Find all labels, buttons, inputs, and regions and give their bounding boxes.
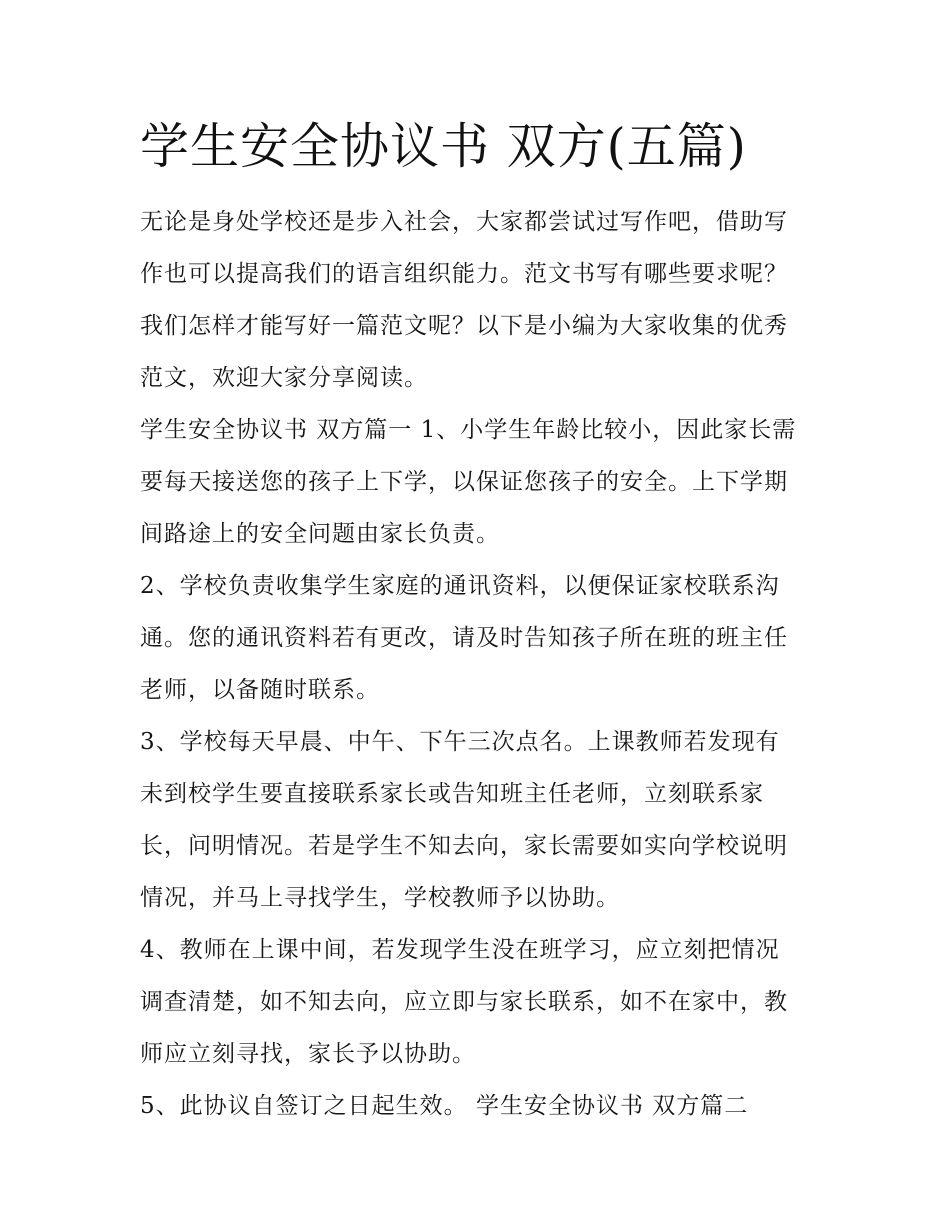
text-line: 间路途上的安全问题由家长负责。 bbox=[140, 521, 500, 547]
text-line: 长，问明情况。若是学生不知去向，家长需要如实向学校说明 bbox=[140, 833, 788, 859]
text-line: 范文，欢迎大家分享阅读。 bbox=[140, 365, 428, 391]
text-line: 要每天接送您的孩子上下学，以保证您孩子的安全。上下学期 bbox=[140, 469, 788, 495]
text-line: 通。您的通讯资料若有更改，请及时告知孩子所在班的班主任 bbox=[140, 625, 788, 651]
text-line: 我们怎样才能写好一篇范文呢？以下是小编为大家收集的优秀 bbox=[140, 313, 788, 339]
text-line: 无论是身处学校还是步入社会，大家都尝试过写作吧，借助写 bbox=[140, 209, 788, 235]
text-line: 学生安全协议书 双方篇一 1、小学生年龄比较小，因此家长需 bbox=[140, 417, 797, 443]
text-line: 3、学校每天早晨、中午、下午三次点名。上课教师若发现有 bbox=[140, 729, 780, 755]
clause-4-paragraph bbox=[140, 924, 820, 1080]
text-line: 师应立刻寻找，家长予以协助。 bbox=[140, 1041, 476, 1067]
document-title: 学生安全协议书 双方(五篇) bbox=[140, 118, 747, 175]
text-line: 情况，并马上寻找学生，学校教师予以协助。 bbox=[140, 885, 620, 911]
clause-3-paragraph bbox=[140, 716, 820, 924]
text-line: 4、教师在上课中间，若发现学生没在班学习，应立刻把情况 bbox=[140, 937, 780, 963]
text-line: 老师，以备随时联系。 bbox=[140, 677, 380, 703]
document-body bbox=[140, 196, 820, 1132]
text-line: 作也可以提高我们的语言组织能力。范文书写有哪些要求呢？ bbox=[140, 261, 788, 287]
text-line: 2、学校负责收集学生家庭的通讯资料，以便保证家校联系沟 bbox=[140, 573, 780, 599]
clause-2-paragraph bbox=[140, 560, 820, 716]
clause-5-paragraph bbox=[140, 1080, 820, 1132]
clause-1-paragraph bbox=[140, 404, 820, 560]
intro-paragraph bbox=[140, 196, 820, 404]
text-line: 未到校学生要直接联系家长或告知班主任老师，立刻联系家 bbox=[140, 781, 764, 807]
text-line: 5、此协议自签订之日起生效。 学生安全协议书 双方篇二 bbox=[140, 1093, 749, 1119]
text-line: 调查清楚，如不知去向，应立即与家长联系，如不在家中，教 bbox=[140, 989, 788, 1015]
